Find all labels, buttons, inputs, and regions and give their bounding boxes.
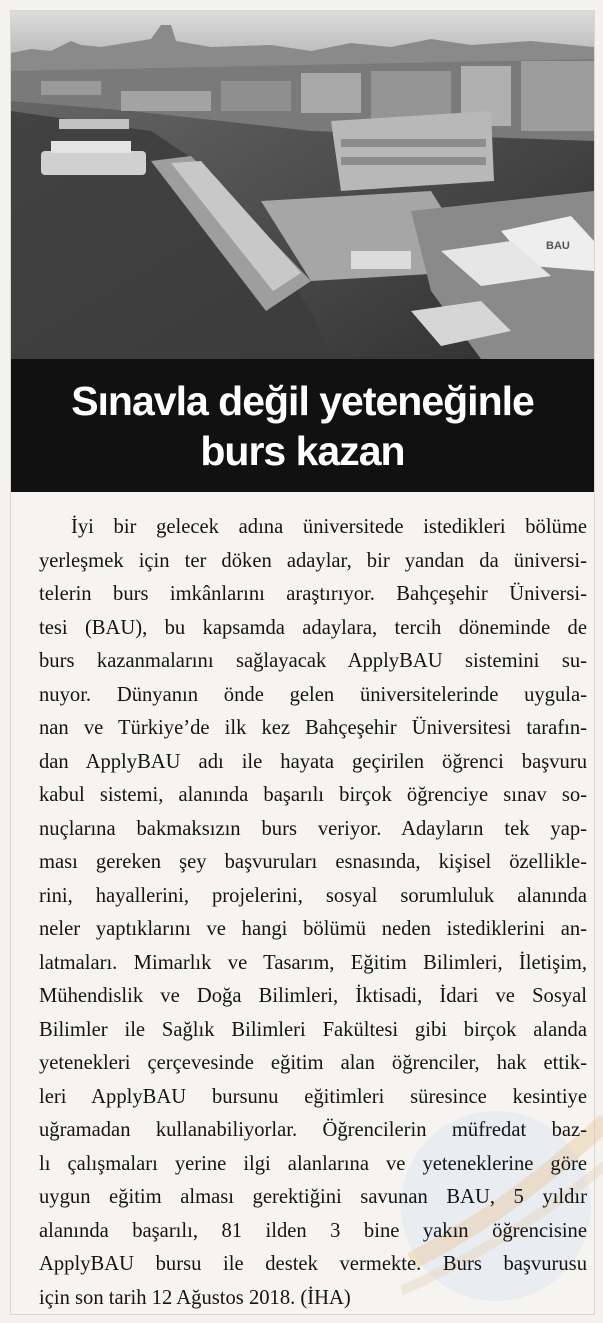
article-line: ApplyBAU bursu ile destek vermekte. Burs başvurusu (39, 1253, 587, 1275)
article-line: telerin burs imkânlarını araştırıyor. Bahçeşehir Üniversi- (39, 583, 587, 605)
article-line: leri ApplyBAU bursunu eğitimleri süresince kesintiye (39, 1085, 587, 1108)
article-line: uğramadan kullanabiliyorlar. Öğrencilerin müfredat baz- (39, 1119, 587, 1141)
article-line: dan ApplyBAU adı ile hayata geçirilen öğrenci başvuru (39, 750, 587, 773)
article-line: latmaları. Mimarlık ve Tasarım, Eğitim Bilimleri, İletişim, (39, 951, 587, 974)
article-body (39, 511, 587, 1315)
article-line: yerleşmek için ter döken adaylar, bir yandan da üniversi- (39, 549, 587, 572)
article-line: yetenekleri çerçevesinde eğitim alan öğrenciler, hak ettik- (39, 1052, 587, 1074)
headline-line-2: burs kazan (200, 427, 405, 474)
article-line: nuyor. Dünyanın önde gelen üniversitelerinde uygula- (39, 683, 587, 706)
article-line: için son tarih 12 Ağustos 2018. (İHA) (39, 1286, 351, 1309)
harbor-photo (11, 11, 594, 359)
bau-sign: BAU (546, 240, 570, 252)
article-line: kabul sistemi, alanında başarılı birçok öğrenciye sınav so- (39, 784, 587, 806)
article-line: tesi (BAU), bu kapsamda adaylara, tercih döneminde de (39, 616, 587, 639)
article-line: Bilimler ile Sağlık Bilimleri Fakültesi gibi birçok alanda (39, 1018, 587, 1041)
article-line: rini, hayallerini, projelerini, sosyal sorumluluk alanında (39, 884, 587, 907)
article-line: ması gereken şey başvuruları esnasında, kişisel özellikle- (39, 851, 587, 873)
article-line: nan ve Türkiye’de ilk kez Bahçeşehir Üniversitesi tarafın- (39, 717, 587, 739)
newspaper-clipping (10, 10, 595, 1315)
article-line: alanında başarılı, 81 ilden 3 bine yakın öğrencisine (39, 1219, 587, 1242)
article-line: lı çalışmaları yerine ilgi alanlarına ve yeteneklerine göre (39, 1152, 587, 1175)
headline-banner (11, 359, 594, 492)
article-line: nuçlarına bakmaksızın burs veriyor. Adayların tek yap- (39, 817, 587, 840)
article-line: neler yaptıklarını ve hangi bölümü neden istediklerini an- (39, 918, 587, 940)
headline-line-1: Sınavla değil yeteneğinle (71, 377, 534, 424)
article-line: uygun eğitim alması gerektiğini savunan BAU, 5 yıldır (39, 1186, 587, 1208)
article-line: burs kazanmalarını sağlayacak ApplyBAU sistemini su- (39, 650, 587, 672)
article-line: İyi bir gelecek adına üniversitede istedikleri bölüme (71, 516, 587, 538)
article-line: Mühendislik ve Doğa Bilimleri, İktisadi, İdari ve Sosyal (39, 985, 587, 1007)
